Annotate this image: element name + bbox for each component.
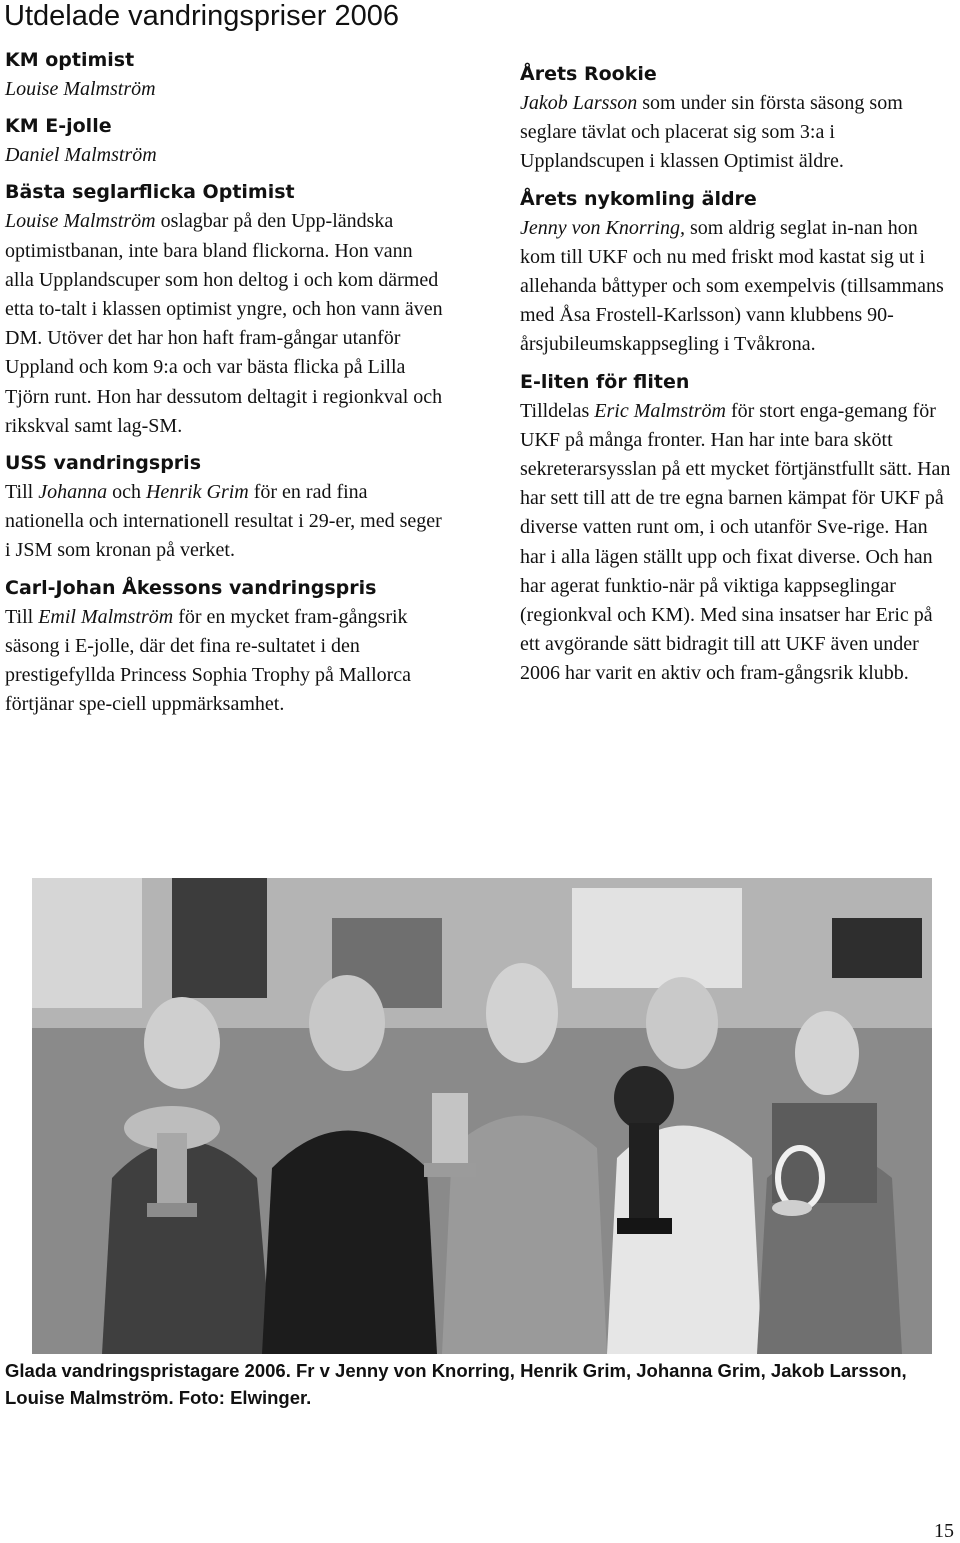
group-photo [32, 878, 932, 1354]
award-body [5, 207, 445, 441]
award-body [5, 75, 445, 104]
photo-caption: Glada vandringspristagare 2006. Fr v Jenny von Knorring, Henrik Grim, Johanna Grim, Jakob Larsson, Louise Malmström. Foto: Elwinger. [5, 1360, 907, 1408]
winner-name: Daniel Malmström [5, 144, 157, 167]
award-title: USS vandringspris [5, 452, 202, 475]
winner-name: Jenny von Knorring, [520, 216, 685, 239]
photo-wall-frame [572, 888, 742, 988]
award-title: Årets Rookie [520, 63, 657, 85]
trophy-icon [772, 1103, 877, 1216]
page-number: 15 [934, 1520, 954, 1542]
photo-wall-frame [32, 878, 142, 1008]
award-title: KM optimist [5, 49, 135, 71]
group-photo-illustration [32, 878, 932, 1354]
award-title: Bästa seglarflicka Optimist [5, 181, 295, 204]
winner-name: Johanna [38, 481, 108, 504]
award-body [5, 603, 445, 720]
page-title: Utdelade vandringspriser 2006 [4, 0, 399, 32]
winner-name: Emil Malmström [38, 605, 174, 628]
award-body [520, 214, 952, 360]
award-text: för stort enga-gemang för UKF på många fronter. Han har inte bara skött sekreterarsysslan på ett mycket förtjänstfullt sätt. Han har sett till att de tre egna barnen kämpat för UKF på diverse vatten runt om, i och utanför Sve-rige. Han har i alla lägen ställt upp och fixat diverse. Och han har agerat funktio-när på viktiga kappseglingar (regionkval och KM). Med sina insatser har Eric på ett avgörande sätt bidragit till att UKF även under 2006 har varit en aktiv och fram-gångsrik klubb. [520, 399, 951, 685]
right-column [520, 60, 952, 697]
award-km-e-jolle [5, 112, 445, 170]
award-text: och [112, 481, 141, 504]
award-text: som under sin första säsong som seglare tävlat och placerat sig som 3:a i Upplandscupen i klassen Optimist äldre. [520, 92, 903, 173]
award-uss-vandringspris [5, 449, 445, 566]
award-body [520, 89, 952, 177]
award-arets-nykomling [520, 185, 952, 360]
award-body [520, 397, 952, 689]
award-text: Till [5, 605, 34, 628]
photo-wall-frame [832, 918, 922, 978]
award-title: Carl-Johan Åkessons vandringspris [5, 576, 377, 599]
winner-name: Henrik Grim [145, 481, 249, 504]
left-column [5, 46, 445, 727]
award-arets-rookie [520, 60, 952, 177]
winner-name: Eric Malmström [594, 399, 726, 422]
winner-name: Jakob Larsson [520, 92, 638, 114]
award-text: Tilldelas [520, 399, 590, 422]
award-text: för en mycket fram-gångsrik säsong i E-jolle, där det fina re-sultatet i den prestigefyllda Princess Sophia Trophy på Mallorca förtjänar spe-ciell uppmärksamhet. [5, 605, 412, 716]
award-basta-seglarflicka [5, 178, 445, 441]
award-title: Årets nykomling äldre [520, 187, 757, 210]
photo-wall-frame [172, 878, 267, 998]
award-title: E-liten för fliten [520, 370, 690, 393]
award-km-optimist [5, 46, 445, 104]
winner-name: Louise Malmström [5, 78, 156, 100]
award-text: Till [5, 481, 34, 504]
award-title: KM E-jolle [5, 115, 112, 138]
award-text: som aldrig seglat in-nan hon kom till UKF och nu med friskt mod kastat sig ut i allehanda båttyper och som exempelvis (tillsammans med Åsa Frostell-Karlsson) vann klubbens 90-årsjubileumskappsegling i Tvåkrona. [520, 216, 944, 356]
award-text: för en rad fina nationella och internationell resultat i 29-er, med seger i JSM som kronan på verket. [5, 481, 442, 562]
award-body [5, 478, 445, 566]
award-carl-johan-akesson [5, 574, 445, 720]
award-e-liten-for-fliten [520, 368, 952, 689]
award-text: oslagbar på den Upp-ländska optimistbanan, inte bara bland flickorna. Hon vann alla Upplandscuper som hon deltog i och kom därmed etta to-talt i klassen optimist yngre, och hon vann även DM. Utöver det har hon haft fram-gångar utanför Uppland och kom 9:a och var bästa flicka på Lilla Tjörn runt. Hon har dessutom deltagit i regionkval och rikskval samt lag-SM. [5, 210, 443, 437]
winner-name: Louise Malmström [5, 210, 156, 233]
award-body [5, 141, 445, 170]
